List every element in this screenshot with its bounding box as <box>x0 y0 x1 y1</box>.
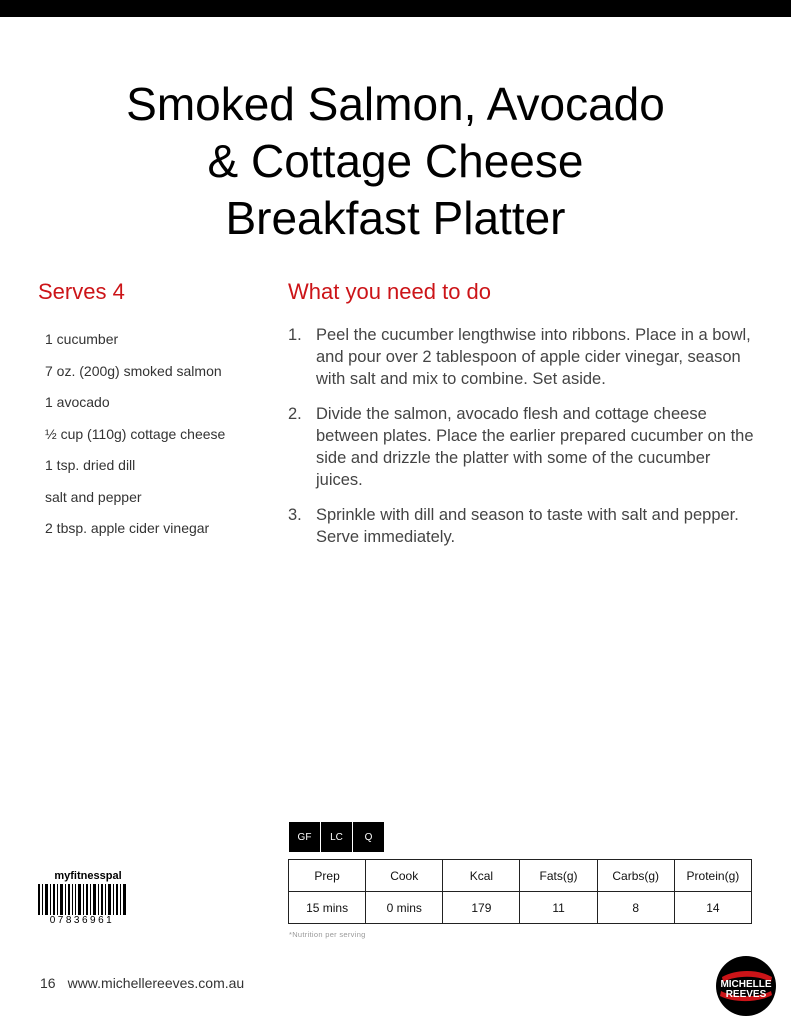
value-kcal: 179 <box>443 892 520 924</box>
logo-line1: MICHELLE <box>720 979 772 990</box>
step-text: Peel the cucumber lengthwise into ribbons. Place in a bowl, and pour over 2 tablespoon of apple cider vinegar, season with salt and mix to combine. Set aside. <box>316 326 751 388</box>
recipe-title <box>40 76 751 247</box>
ingredient-item: 1 tsp. dried dill <box>45 457 136 473</box>
header-cook: Cook <box>366 860 443 892</box>
value-prep: 15 mins <box>289 892 366 924</box>
page-footer <box>40 975 244 991</box>
ingredient-item: 1 avocado <box>45 394 110 410</box>
value-fats: 11 <box>520 892 597 924</box>
badge-low-carb: LC <box>321 822 352 852</box>
header-carbs: Carbs(g) <box>597 860 674 892</box>
nutrition-header-row <box>289 860 752 892</box>
header-fats: Fats(g) <box>520 860 597 892</box>
ingredient-item: 1 cucumber <box>45 331 119 347</box>
serves-heading: Serves 4 <box>38 279 125 304</box>
page-number: 16 <box>40 975 56 991</box>
website-link[interactable]: www.michellereeves.com.au <box>67 975 245 991</box>
myfitnesspal-label: myfitnesspal <box>54 870 122 882</box>
header-protein: Protein(g) <box>674 860 751 892</box>
title-line: Breakfast Platter <box>225 192 566 244</box>
step-number: 2. <box>288 405 302 423</box>
step-item <box>288 504 758 548</box>
steps-heading: What you need to do <box>288 279 492 304</box>
logo-line2: REEVES <box>725 989 767 1000</box>
nutrition-table <box>288 859 752 924</box>
ingredient-list <box>45 324 275 545</box>
nutrition-value-row <box>289 892 752 924</box>
barcode-number: 07836961 <box>38 915 126 926</box>
diet-badges <box>289 822 385 852</box>
title-line: Smoked Salmon, Avocado <box>126 78 665 130</box>
ingredient-item: ½ cup (110g) cottage cheese <box>45 425 226 442</box>
step-number: 3. <box>288 506 302 524</box>
michelle-reeves-logo <box>716 956 776 1016</box>
step-number: 1. <box>288 326 302 344</box>
badge-gluten-free: GF <box>289 822 320 852</box>
value-protein: 14 <box>674 892 751 924</box>
step-item <box>288 324 758 390</box>
value-cook: 0 mins <box>366 892 443 924</box>
ingredient-item: 2 tbsp. apple cider vinegar <box>45 520 210 536</box>
header-prep: Prep <box>289 860 366 892</box>
barcode-icon <box>38 884 126 918</box>
step-text: Divide the salmon, avocado flesh and cottage cheese between plates. Place the earlier prepared cucumber on the side and drizzle the platter with some of the cucumber juices. <box>316 405 754 489</box>
step-item <box>288 403 758 491</box>
title-line: & Cottage Cheese <box>207 135 584 187</box>
step-list <box>288 324 758 561</box>
value-carbs: 8 <box>597 892 674 924</box>
step-text: Sprinkle with dill and season to taste with salt and pepper. Serve immediately. <box>316 506 739 546</box>
ingredient-item: salt and pepper <box>45 488 142 505</box>
top-bar <box>0 0 791 17</box>
header-kcal: Kcal <box>443 860 520 892</box>
nutrition-note: *Nutrition per serving <box>289 930 366 939</box>
ingredient-item: 7 oz. (200g) smoked salmon <box>45 362 222 379</box>
badge-quick: Q <box>353 822 384 852</box>
